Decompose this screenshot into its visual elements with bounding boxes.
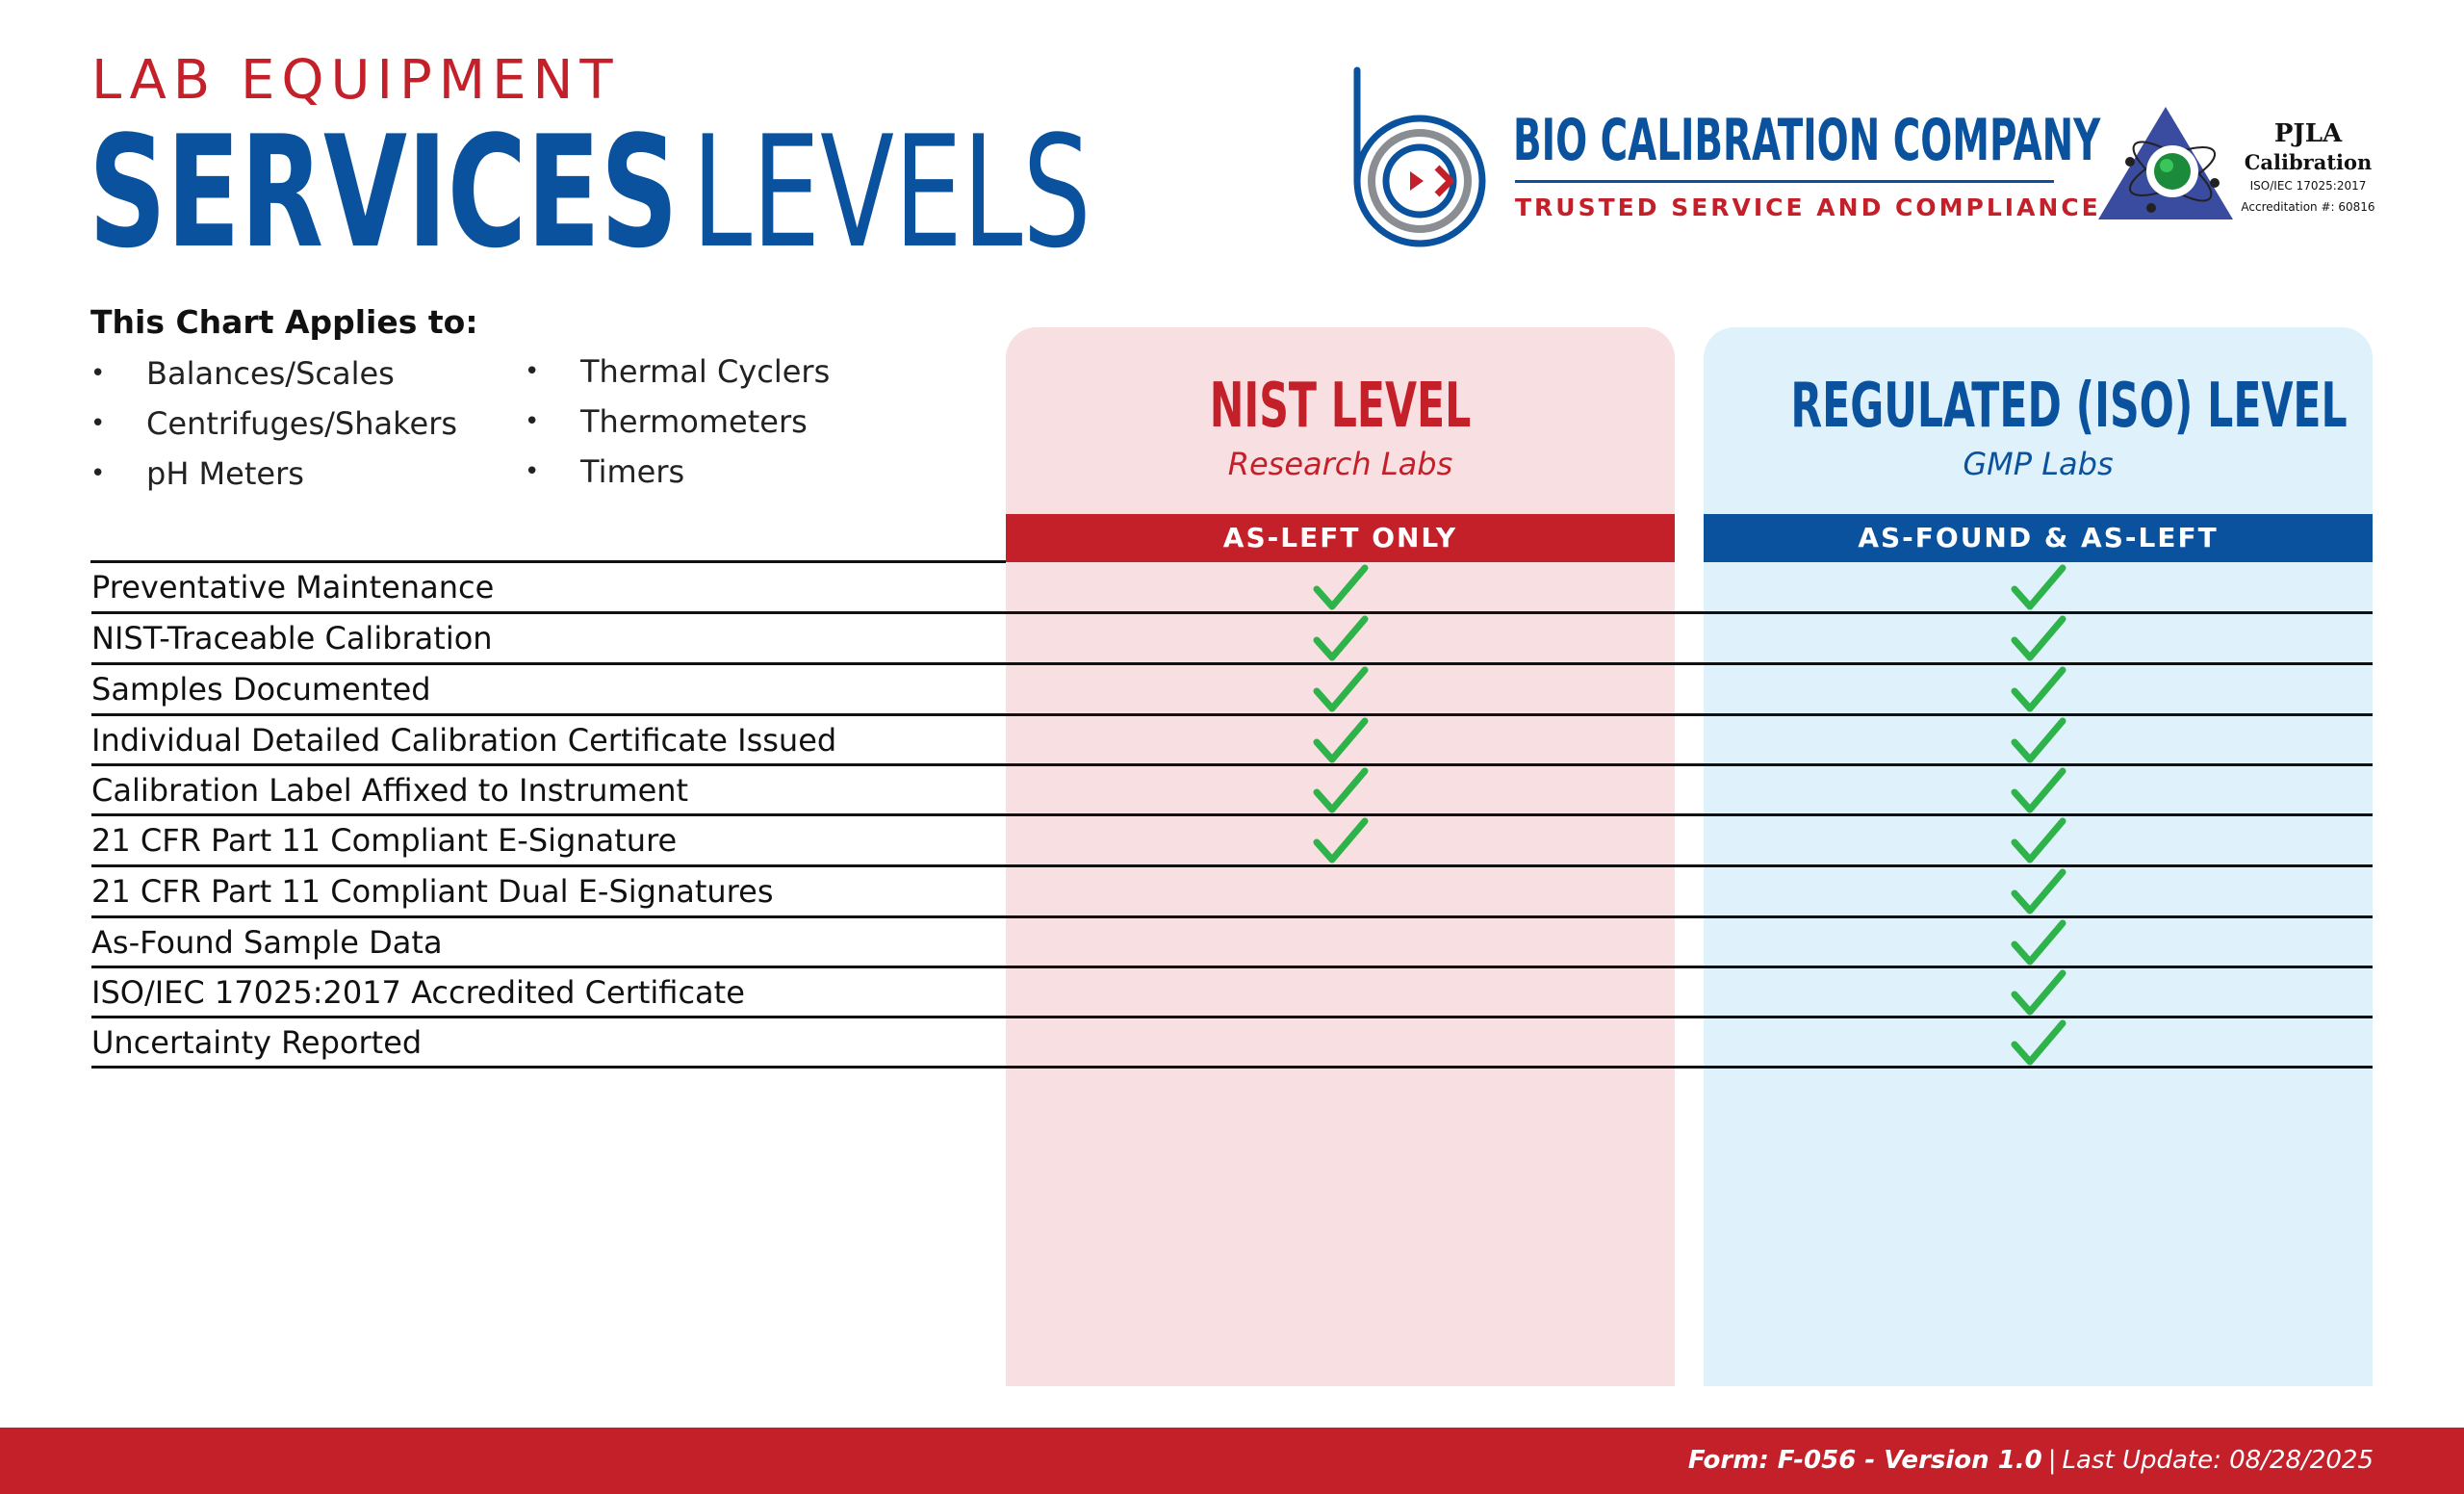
nist-cell — [1006, 563, 1675, 611]
checkmark-icon — [2011, 967, 2066, 1017]
bullet-icon: • — [90, 359, 106, 388]
iso-cell — [1704, 1018, 2373, 1066]
checkmark-icon — [1313, 815, 1369, 865]
iso-cell — [1704, 766, 2373, 813]
iso-cell — [1704, 716, 2373, 763]
row-label: Calibration Label Affixed to Instrument — [91, 771, 689, 809]
nist-column-band: AS-LEFT ONLY — [1006, 514, 1675, 562]
checkmark-icon — [1313, 765, 1369, 815]
pjla-standard: ISO/IEC 17025:2017 — [2249, 179, 2367, 193]
nist-cell — [1006, 1018, 1675, 1066]
checkmark-icon — [1313, 715, 1369, 765]
table-row — [91, 563, 2373, 614]
nist-cell — [1006, 766, 1675, 813]
bullet-icon: • — [90, 459, 106, 488]
table-row — [91, 867, 2373, 918]
table-row — [91, 918, 2373, 968]
nist-cell — [1006, 816, 1675, 864]
table-row — [91, 816, 2373, 867]
list-item: • Centrifuges/Shakers — [90, 399, 495, 449]
pjla-subtitle: Calibration — [2244, 150, 2373, 174]
company-divider — [1515, 180, 2054, 183]
row-label: Individual Detailed Calibration Certificate Issued — [91, 721, 837, 759]
pjla-accreditation-number: Accreditation #: 60816 — [2241, 200, 2375, 214]
nist-column-title: NIST LEVEL — [1209, 371, 1472, 442]
row-label: NIST-Traceable Calibration — [91, 620, 493, 657]
footer-form-id: Form: F-056 - Version 1.0 — [1687, 1446, 2042, 1475]
applies-list-right — [525, 347, 929, 497]
nist-column-subtitle: Research Labs — [1227, 446, 1453, 482]
checkmark-icon — [2011, 562, 2066, 612]
iso-column-title: REGULATED (ISO) LEVEL — [1790, 371, 2348, 442]
checkmark-icon — [2011, 715, 2066, 765]
page-title — [89, 102, 1091, 282]
row-label: Preventative Maintenance — [91, 569, 495, 605]
footer-text — [1688, 1428, 2374, 1494]
footer-bar — [0, 1428, 2464, 1494]
nist-cell — [1006, 665, 1675, 713]
service-table — [91, 563, 2373, 1069]
nist-cell — [1006, 968, 1675, 1016]
checkmark-icon — [2011, 917, 2066, 967]
checkmark-icon — [2011, 1017, 2066, 1068]
iso-column-band: AS-FOUND & AS-LEFT — [1704, 514, 2373, 562]
nist-cell — [1006, 614, 1675, 662]
row-label: As-Found Sample Data — [91, 923, 443, 961]
nist-cell — [1006, 716, 1675, 763]
iso-cell — [1704, 665, 2373, 713]
row-label: ISO/IEC 17025:2017 Accredited Certificate — [91, 973, 745, 1011]
checkmark-icon — [2011, 815, 2066, 865]
page-title-bold: SERVICES — [89, 102, 679, 282]
company-name: BIO CALIBRATION COMPANY — [1513, 107, 2101, 174]
iso-cell — [1704, 563, 2373, 611]
table-row — [91, 614, 2373, 665]
checkmark-icon — [1313, 664, 1369, 714]
nist-cell — [1006, 867, 1675, 915]
iso-cell — [1704, 614, 2373, 662]
checkmark-icon — [2011, 866, 2066, 916]
page-title-light: LEVELS — [691, 102, 1091, 282]
list-item: • pH Meters — [90, 449, 495, 499]
bullet-icon: • — [90, 409, 106, 438]
company-tagline: TRUSTED SERVICE AND COMPLIANCE — [1515, 193, 2101, 221]
checkmark-icon — [1313, 613, 1369, 663]
list-item: • Thermometers — [525, 397, 929, 447]
iso-cell — [1704, 816, 2373, 864]
iso-cell — [1704, 918, 2373, 966]
bullet-icon: • — [525, 457, 540, 486]
page-eyebrow: LAB EQUIPMENT — [91, 49, 620, 112]
table-row — [91, 968, 2373, 1018]
list-item: • Balances/Scales — [90, 348, 495, 399]
iso-cell — [1704, 867, 2373, 915]
footer-last-update: Last Update: 08/28/2025 — [2062, 1446, 2374, 1475]
bullet-icon: • — [525, 357, 540, 386]
row-label: 21 CFR Part 11 Compliant E-Signature — [91, 822, 678, 859]
iso-column-subtitle: GMP Labs — [1963, 446, 2114, 482]
row-label: Samples Documented — [91, 671, 431, 708]
checkmark-icon — [2011, 613, 2066, 663]
bullet-icon: • — [525, 407, 540, 436]
table-row — [91, 766, 2373, 816]
table-row — [91, 1018, 2373, 1069]
row-label: Uncertainty Reported — [91, 1023, 423, 1061]
checkmark-icon — [2011, 664, 2066, 714]
applies-title: This Chart Applies to: — [90, 303, 478, 341]
row-label: 21 CFR Part 11 Compliant Dual E-Signatures — [91, 873, 774, 910]
pjla-atom-triangle-icon — [2093, 104, 2238, 224]
list-item: • Timers — [525, 447, 929, 497]
list-item: • Thermal Cyclers — [525, 347, 929, 397]
pjla-name: PJLA — [2273, 119, 2343, 148]
applies-list-left — [90, 348, 495, 499]
table-row — [91, 716, 2373, 766]
checkmark-icon — [1313, 562, 1369, 612]
table-row — [91, 665, 2373, 716]
nist-cell — [1006, 918, 1675, 966]
checkmark-icon — [2011, 765, 2066, 815]
footer-separator: | — [2047, 1446, 2057, 1475]
iso-cell — [1704, 968, 2373, 1016]
bcc-circle-logo-icon — [1343, 65, 1487, 258]
